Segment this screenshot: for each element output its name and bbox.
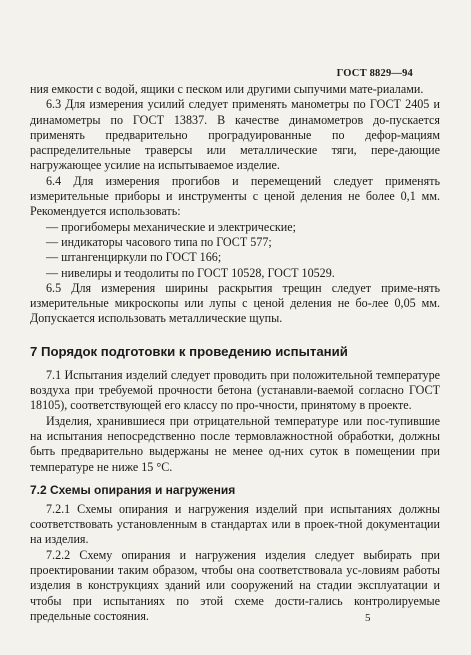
instrument-list xyxy=(30,220,440,281)
paragraph-7-2-2: 7.2.2 Схему опирания и нагружения изделия следует выбирать при проектировании таким образом, чтобы она соответствовала ус-ловиям работы изделия в конструкциях зданий или сооружений на стадии эксплуатации и чтобы при испытаниях по этой схеме дости-гались контролируемые предельные состояния. xyxy=(30,547,440,623)
paragraph-continuation: ния емкости с водой, ящики с песком или другими сыпучими мате-риалами. xyxy=(30,82,424,96)
page-number: 5 xyxy=(365,612,371,624)
list-item: — прогибомеры механические и электрические; xyxy=(46,219,296,234)
paragraph-6-5: 6.5 Для измерения ширины раскрытия трещин следует приме-нять измерительные микроскопы или лупы с ценой деления не бо-лее 0,05 мм. Допускается использовать металлические щупы. xyxy=(30,280,440,326)
list-item: — штангенциркули по ГОСТ 166; xyxy=(46,250,222,265)
list-item: — нивелиры и теодолиты по ГОСТ 10528, ГОСТ 10529. xyxy=(46,265,335,280)
section-7-heading: 7 Порядок подготовки к проведению испытаний xyxy=(30,343,348,359)
paragraph-6-4: 6.4 Для измерения прогибов и перемещений следует применять измерительные приборы и инструменты с ценой деления не более 0,1 мм. Рекомендуется использовать: xyxy=(30,173,440,219)
paragraph-6-3: 6.3 Для измерения усилий следует применять манометры по ГОСТ 2405 и динамометры по ГОСТ 13837. В качестве динамометров до-пускается применять предварительно проградуированные по дефор-мациям распределительные траверсы или металлические тяги, пере-дающие нагружающее усилие на испытываемое изделие. xyxy=(30,97,440,173)
paragraph-7-2-1: 7.2.1 Схемы опирания и нагружения изделий при испытаниях должны соответствовать установленным в стандартах или в проек-тной документации на изделия. xyxy=(30,501,440,547)
document-code-header: ГОСТ 8829—94 xyxy=(336,68,413,79)
document-body xyxy=(30,82,440,624)
subsection-7-2-heading: 7.2 Схемы опирания и нагружения xyxy=(30,482,236,497)
list-item: — индикаторы часового типа по ГОСТ 577; xyxy=(46,234,272,249)
paragraph-storage: Изделия, хранившиеся при отрицательной температуре или пос-тупившие на испытания непосредственно после термовлажностной обработки, должны быть предварительно выдержаны не менее од-них суток в помещении при температуре не ниже 15 °С. xyxy=(30,413,440,474)
paragraph-7-1: 7.1 Испытания изделий следует проводить при положительной температуре воздуха при требуемой прочности бетона (устанавли-ваемой согласно ГОСТ 18105), соответствующей его классу по про-чности, принятому в проекте. xyxy=(30,367,440,413)
